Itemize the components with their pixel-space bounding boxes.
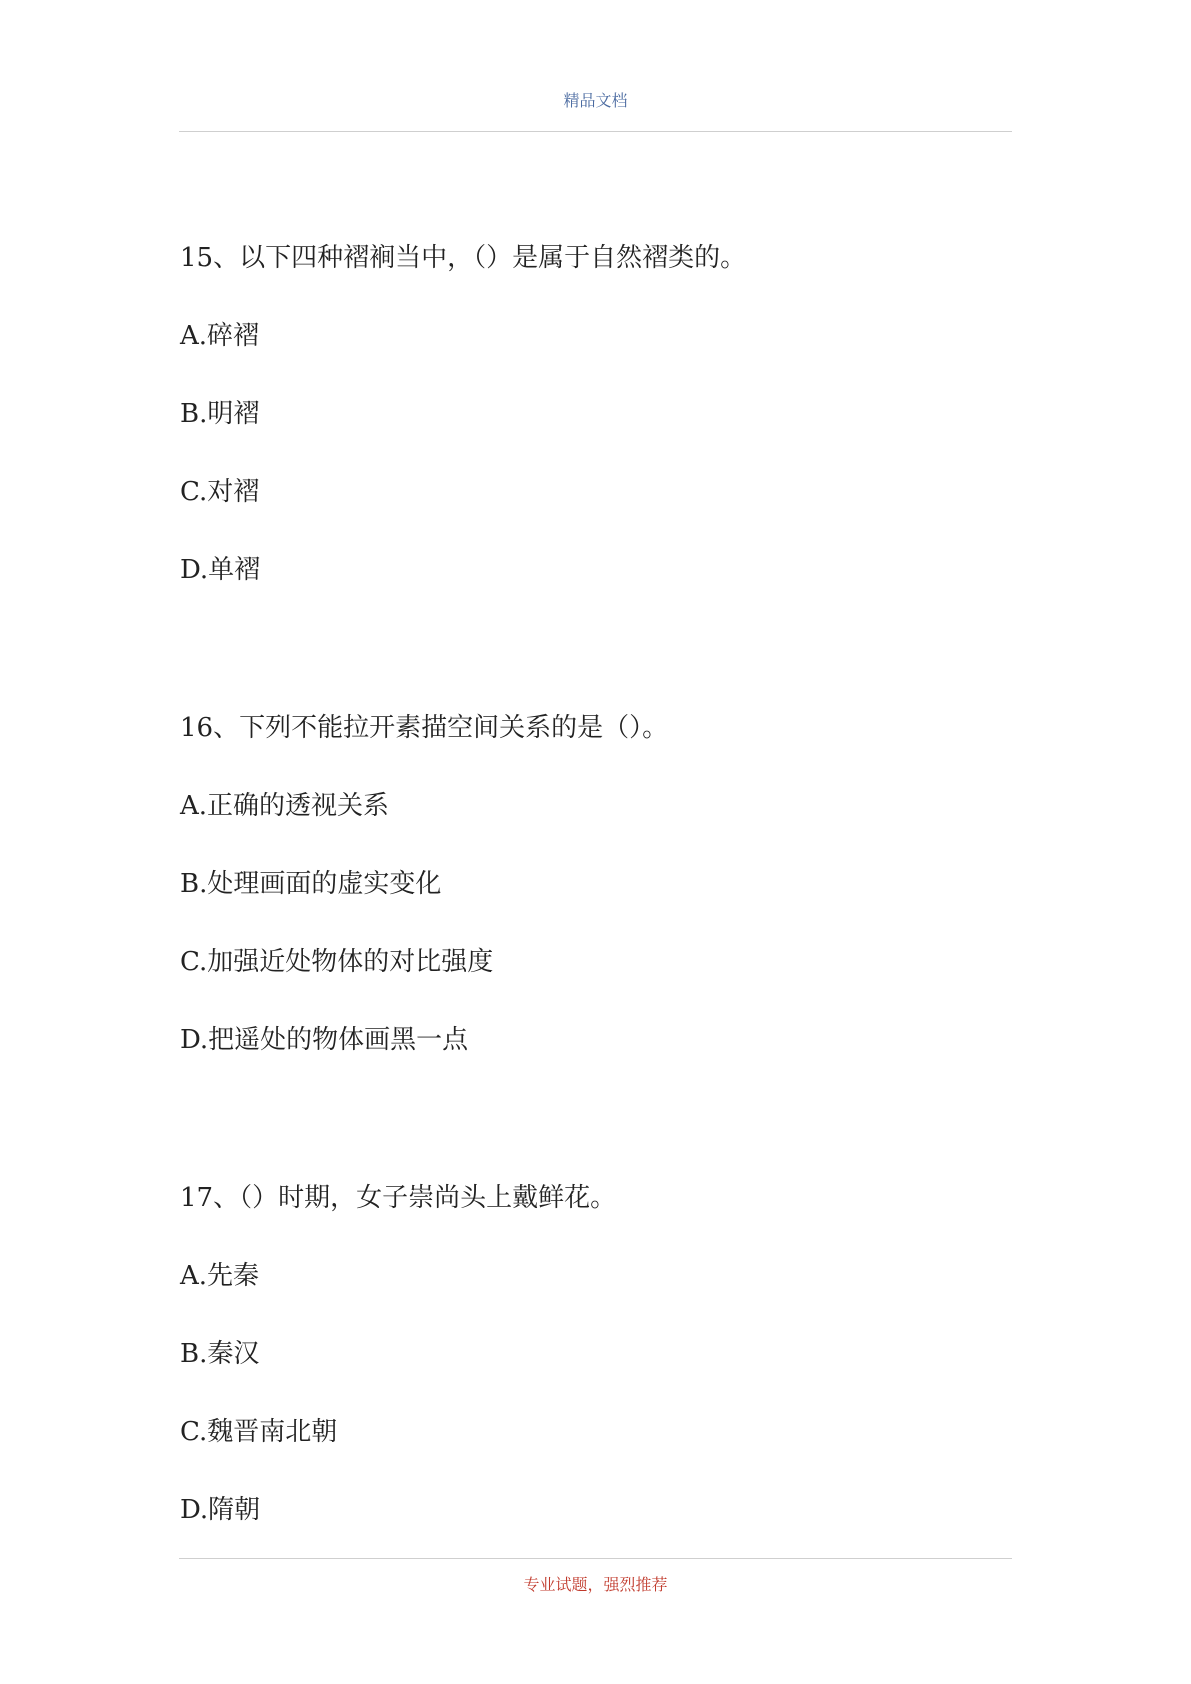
question-stem: 15、以下四种褶裥当中，（）是属于自然褶类的。	[180, 243, 747, 273]
option-a: A.先秦	[180, 1261, 260, 1291]
option-c: C.对褶	[180, 477, 260, 507]
option-d: D.隋朝	[180, 1495, 261, 1525]
question-stem: 16、下列不能拉开素描空间关系的是（）。	[180, 713, 669, 743]
option-a: A.碎褶	[180, 321, 260, 351]
option-c: C.加强近处物体的对比强度	[180, 947, 494, 977]
option-b: B.处理画面的虚实变化	[180, 869, 442, 899]
option-b: B.秦汉	[180, 1339, 260, 1369]
footer-divider	[179, 1558, 1012, 1559]
option-c: C.魏晋南北朝	[180, 1417, 338, 1447]
option-d: D.单褶	[180, 555, 261, 585]
header-divider	[179, 131, 1012, 132]
page-header-title: 精品文档	[563, 91, 628, 110]
page-footer-text: 专业试题，强烈推荐	[523, 1575, 668, 1594]
option-d: D.把遥处的物体画黑一点	[180, 1025, 469, 1055]
option-a: A.正确的透视关系	[180, 791, 390, 821]
option-b: B.明褶	[180, 399, 260, 429]
question-stem: 17、（）时期，女子崇尚头上戴鲜花。	[180, 1183, 617, 1213]
